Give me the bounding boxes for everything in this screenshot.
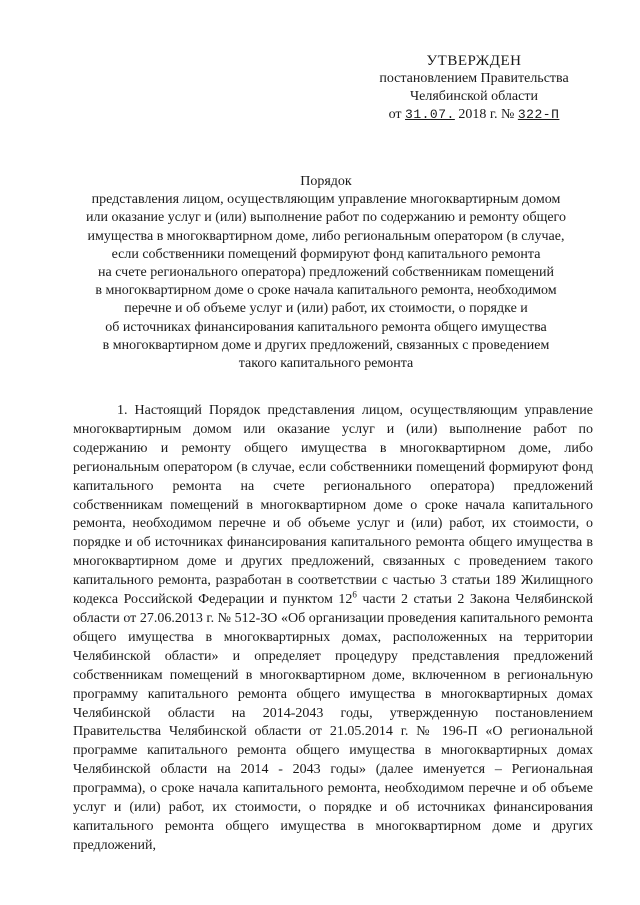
- document-title: [60, 173, 592, 373]
- paragraph-1-part-2: части 2 статьи 2 Закона Челябинской области от 27.06.2013 г. № 512-ЗО «Об организации проведения капитального ремонта общего имущества в многоквартирных домах, расположенных на территории Челябинской области» и определяет процедуру представления предложений собственникам помещений в многоквартирном доме, включенном в региональную программу капитального ремонта общего имущества в многоквартирных домах Челябинской области на 2014-2043 годы, утвержденную постановлением Правительства Челябинской области от 21.05.2014 г. № 196-П «О региональной программе капитального ремонта общего имущества в многоквартирных домах Челябинской области на 2014 - 2043 годы» (далее именуется – Региональная программа), о сроке начала капитального ремонта, необходимом перечне и об объеме услуг и (или) работ, их стоимости, о порядке и об источниках финансирования капитального ремонта общего имущества в многоквартирном доме и других предложений,: [73, 592, 593, 853]
- title-line: представления лицом, осуществляющим управление многоквартирным домом: [91, 192, 561, 208]
- approval-line-1: постановлением Правительства: [379, 71, 569, 86]
- paragraph-1-part-1: 1. Настоящий Порядок представления лицом, осуществляющим управление многоквартирным домом или оказание услуг и (или) выполнение работ по содержанию и ремонту общего имущества в многоквартирном доме, либо региональным оператором (в случае, если собственники помещений формируют фонд капитального ремонта на счете регионального оператора) предложений собственникам помещений в многоквартирном доме о сроке начала капитального ремонта, необходимом перечне и об объеме услуг и (или) работ, их стоимости, о порядке и об источниках финансирования капитального ремонта общего имущества в многоквартирном доме и других предложений, связанных с проведением такого капитального ремонта, разработан в соответствии с частью 3 статьи 189 Жилищного кодекса Российской Федерации и пунктом 12: [73, 403, 593, 608]
- title-line: или оказание услуг и (или) выполнение работ по содержанию и ремонту общего: [86, 210, 566, 226]
- approval-number: 322-П: [517, 107, 560, 122]
- title-line: имущества в многоквартирном доме, либо региональным оператором (в случае,: [87, 228, 565, 244]
- approval-date: 31.07.: [405, 107, 455, 122]
- title-line: перечне и об объеме услуг и (или) работ, их стоимости, о порядке и: [124, 301, 528, 317]
- approval-year: 2018 г. №: [458, 107, 515, 122]
- document-body: [73, 402, 593, 856]
- paragraph-1-superscript: 6: [352, 589, 357, 600]
- title-line: если собственники помещений формируют фонд капитального ремонта: [111, 246, 541, 262]
- paragraph-1: [73, 402, 593, 856]
- title-line: на счете регионального оператора) предложений собственникам помещений: [98, 265, 554, 281]
- approval-heading: УТВЕРЖДЕН: [426, 53, 522, 69]
- title-word: Порядок: [300, 174, 352, 189]
- title-line: в многоквартирном доме о сроке начала капитального ремонта, необходимом: [95, 283, 557, 299]
- title-line: в многоквартирном доме и других предложений, связанных с проведением: [102, 337, 550, 353]
- approval-line-2: Челябинской области: [410, 89, 538, 104]
- approval-date-line: [364, 106, 584, 124]
- title-line: об источниках финансирования капитального ремонта общего имущества: [105, 319, 547, 335]
- approval-stamp: [364, 52, 584, 124]
- title-line: такого капитального ремонта: [238, 356, 414, 372]
- approval-prefix: от: [388, 107, 402, 122]
